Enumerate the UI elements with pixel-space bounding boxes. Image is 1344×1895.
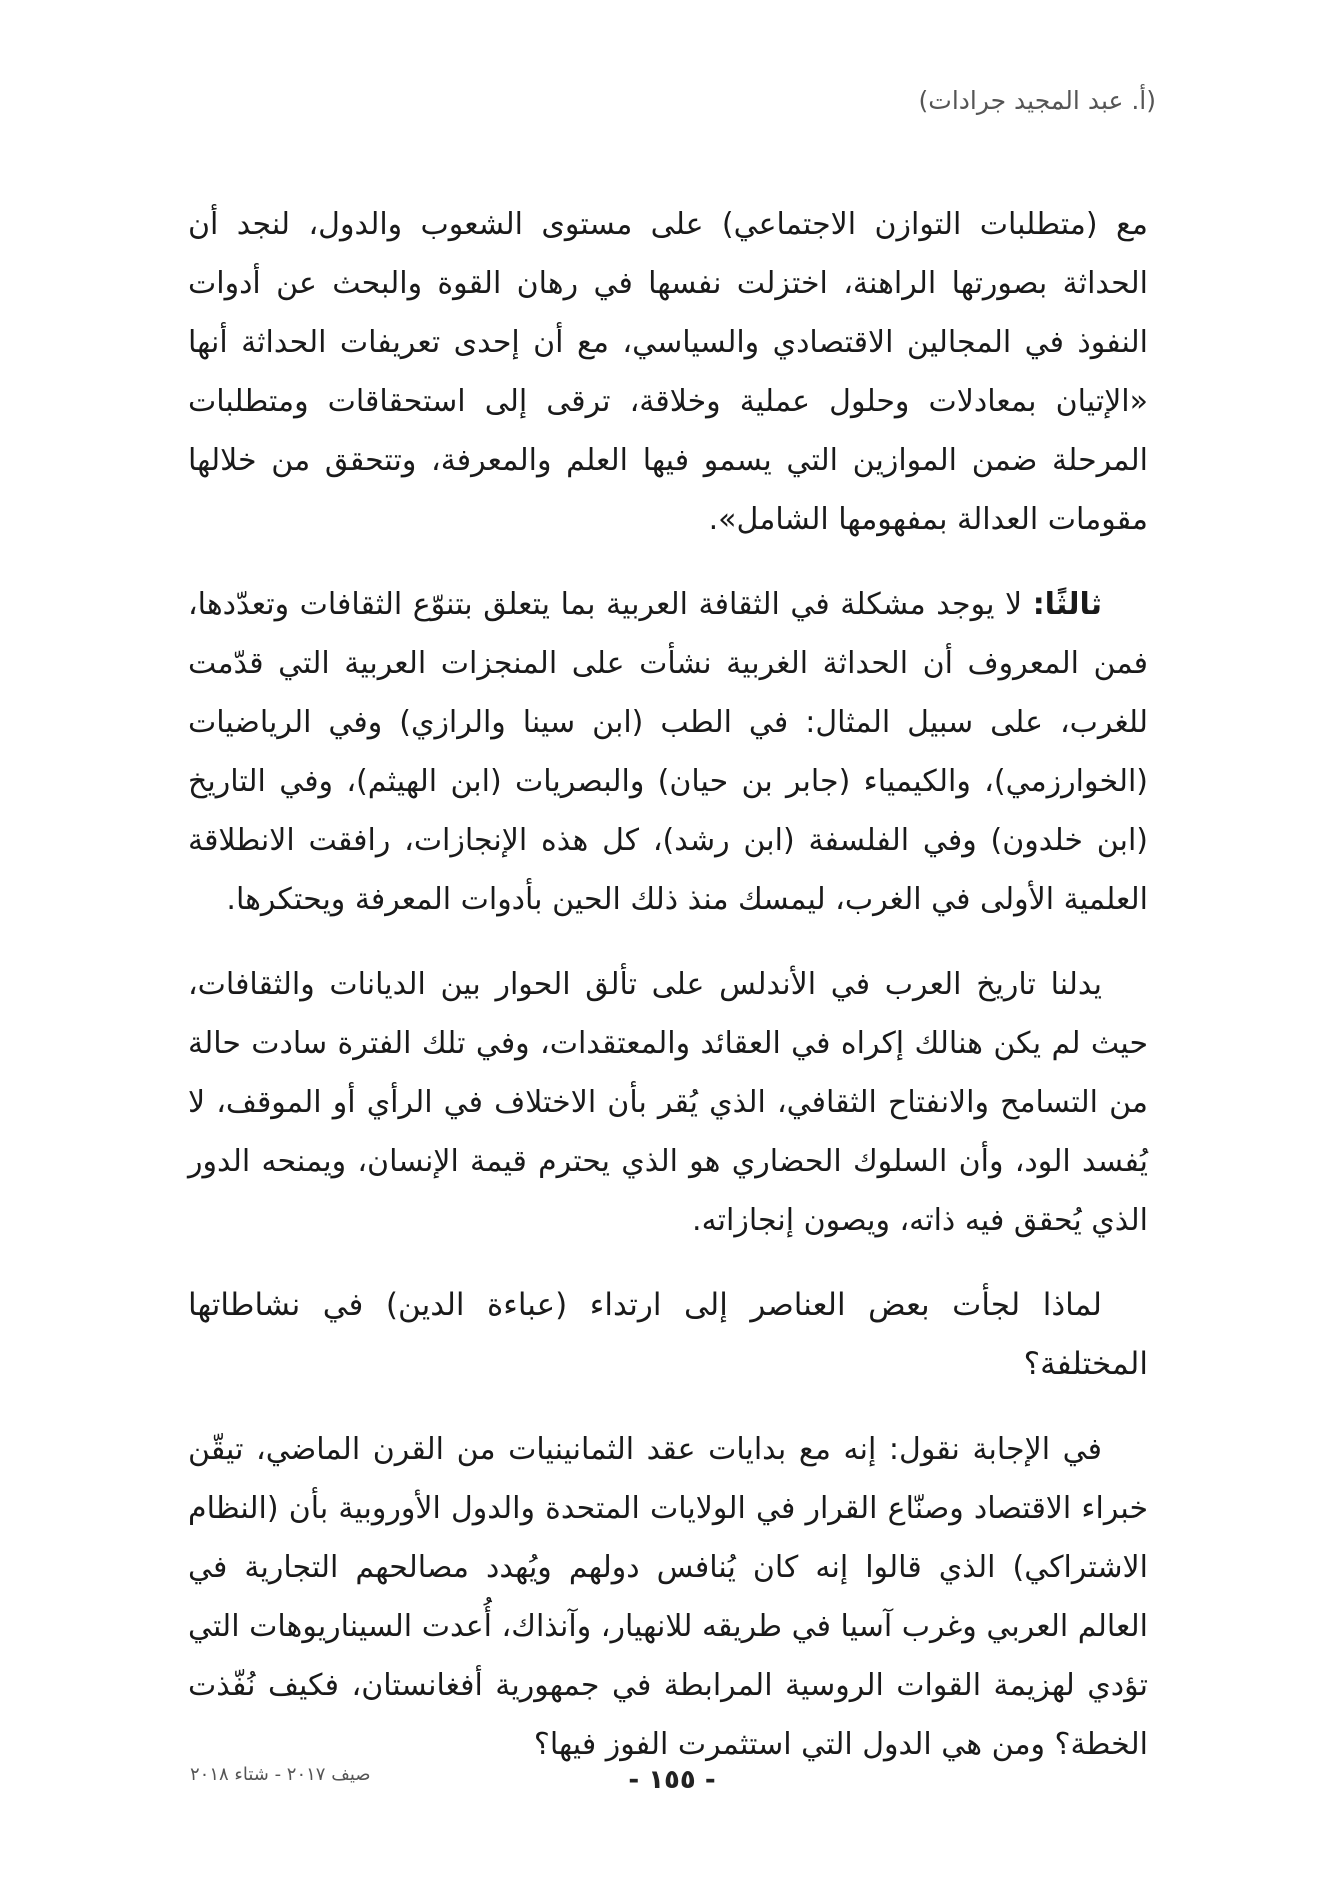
paragraph-2 <box>188 575 1148 929</box>
paragraph-1 <box>188 195 1148 549</box>
page-number: - ١٥٥ - <box>628 1765 716 1795</box>
paragraph-5-text: في الإجابة نقول: إنه مع بدايات عقد الثمانينيات من القرن الماضي، تيقّن خبراء الاقتصاد وصنّاع القرار في الولايات المتحدة والدول الأوروبية بأن (النظام الاشتراكي) الذي قالوا إنه كان يُنافس دولهم ويُهدد مصالحهم التجارية في العالم العربي وغرب آسيا في طريقه للانهيار، وآنذاك، أُعدت السيناريوهات التي تؤدي لهزيمة القوات الروسية المرابطة في جمهورية أفغانستان، فكيف نُفّذت الخطة؟ ومن هي الدول التي استثمرت الفوز فيها؟ <box>188 1432 1148 1762</box>
paragraph-question-text: لماذا لجأت بعض العناصر إلى ارتداء (عباءة الدين) في نشاطاتها المختلفة؟ <box>188 1287 1148 1382</box>
paragraph-1-text: مع (متطلبات التوازن الاجتماعي) على مستوى الشعوب والدول، لنجد أن الحداثة بصورتها الراهنة، اختزلت نفسها في رهان القوة والبحث عن أدوات النفوذ في المجالين الاقتصادي والسياسي، مع أن إحدى تعريفات الحداثة أنها «الإتيان بمعادلات وحلول عملية وخلاقة، ترقى إلى استحقاقات ومتطلبات المرحلة ضمن الموازين التي يسمو فيها العلم والمعرفة، وتتحقق من خلالها مقومات العدالة بمفهومها الشامل». <box>188 207 1148 537</box>
running-header-author: (أ. عبد المجيد جرادات) <box>918 86 1156 115</box>
article-body <box>188 195 1148 1800</box>
paragraph-3 <box>188 955 1148 1250</box>
paragraph-3-text: يدلنا تاريخ العرب في الأندلس على تألق الحوار بين الديانات والثقافات، حيث لم يكن هنالك إكراه في العقائد والمعتقدات، وفي تلك الفترة سادت حالة من التسامح والانفتاح الثقافي، الذي يُقر بأن الاختلاف في الرأي أو الموقف، لا يُفسد الود، وأن السلوك الحضاري هو الذي يحترم قيمة الإنسان، ويمنحه الدور الذي يُحقق فيه ذاته، ويصون إنجازاته. <box>188 967 1148 1238</box>
paragraph-2-lead: ثالثًا: <box>1032 587 1102 622</box>
footer-issue-label: صيف ٢٠١٧ - شتاء ٢٠١٨ <box>190 1764 371 1785</box>
paragraph-2-text: لا يوجد مشكلة في الثقافة العربية بما يتعلق بتنوّع الثقافات وتعدّدها، فمن المعروف أن الحداثة الغربية نشأت على المنجزات العربية التي قدّمت للغرب، على سبيل المثال: في الطب (ابن سينا والرازي) وفي الرياضيات (الخوارزمي)، والكيمياء (جابر بن حيان) والبصريات (ابن الهيثم)، وفي التاريخ (ابن خلدون) وفي الفلسفة (ابن رشد)، كل هذه الإنجازات، رافقت الانطلاقة العلمية الأولى في الغرب، ليمسك منذ ذلك الحين بأدوات المعرفة ويحتكرها. <box>188 587 1148 917</box>
paragraph-5 <box>188 1420 1148 1774</box>
paragraph-question <box>188 1276 1148 1394</box>
